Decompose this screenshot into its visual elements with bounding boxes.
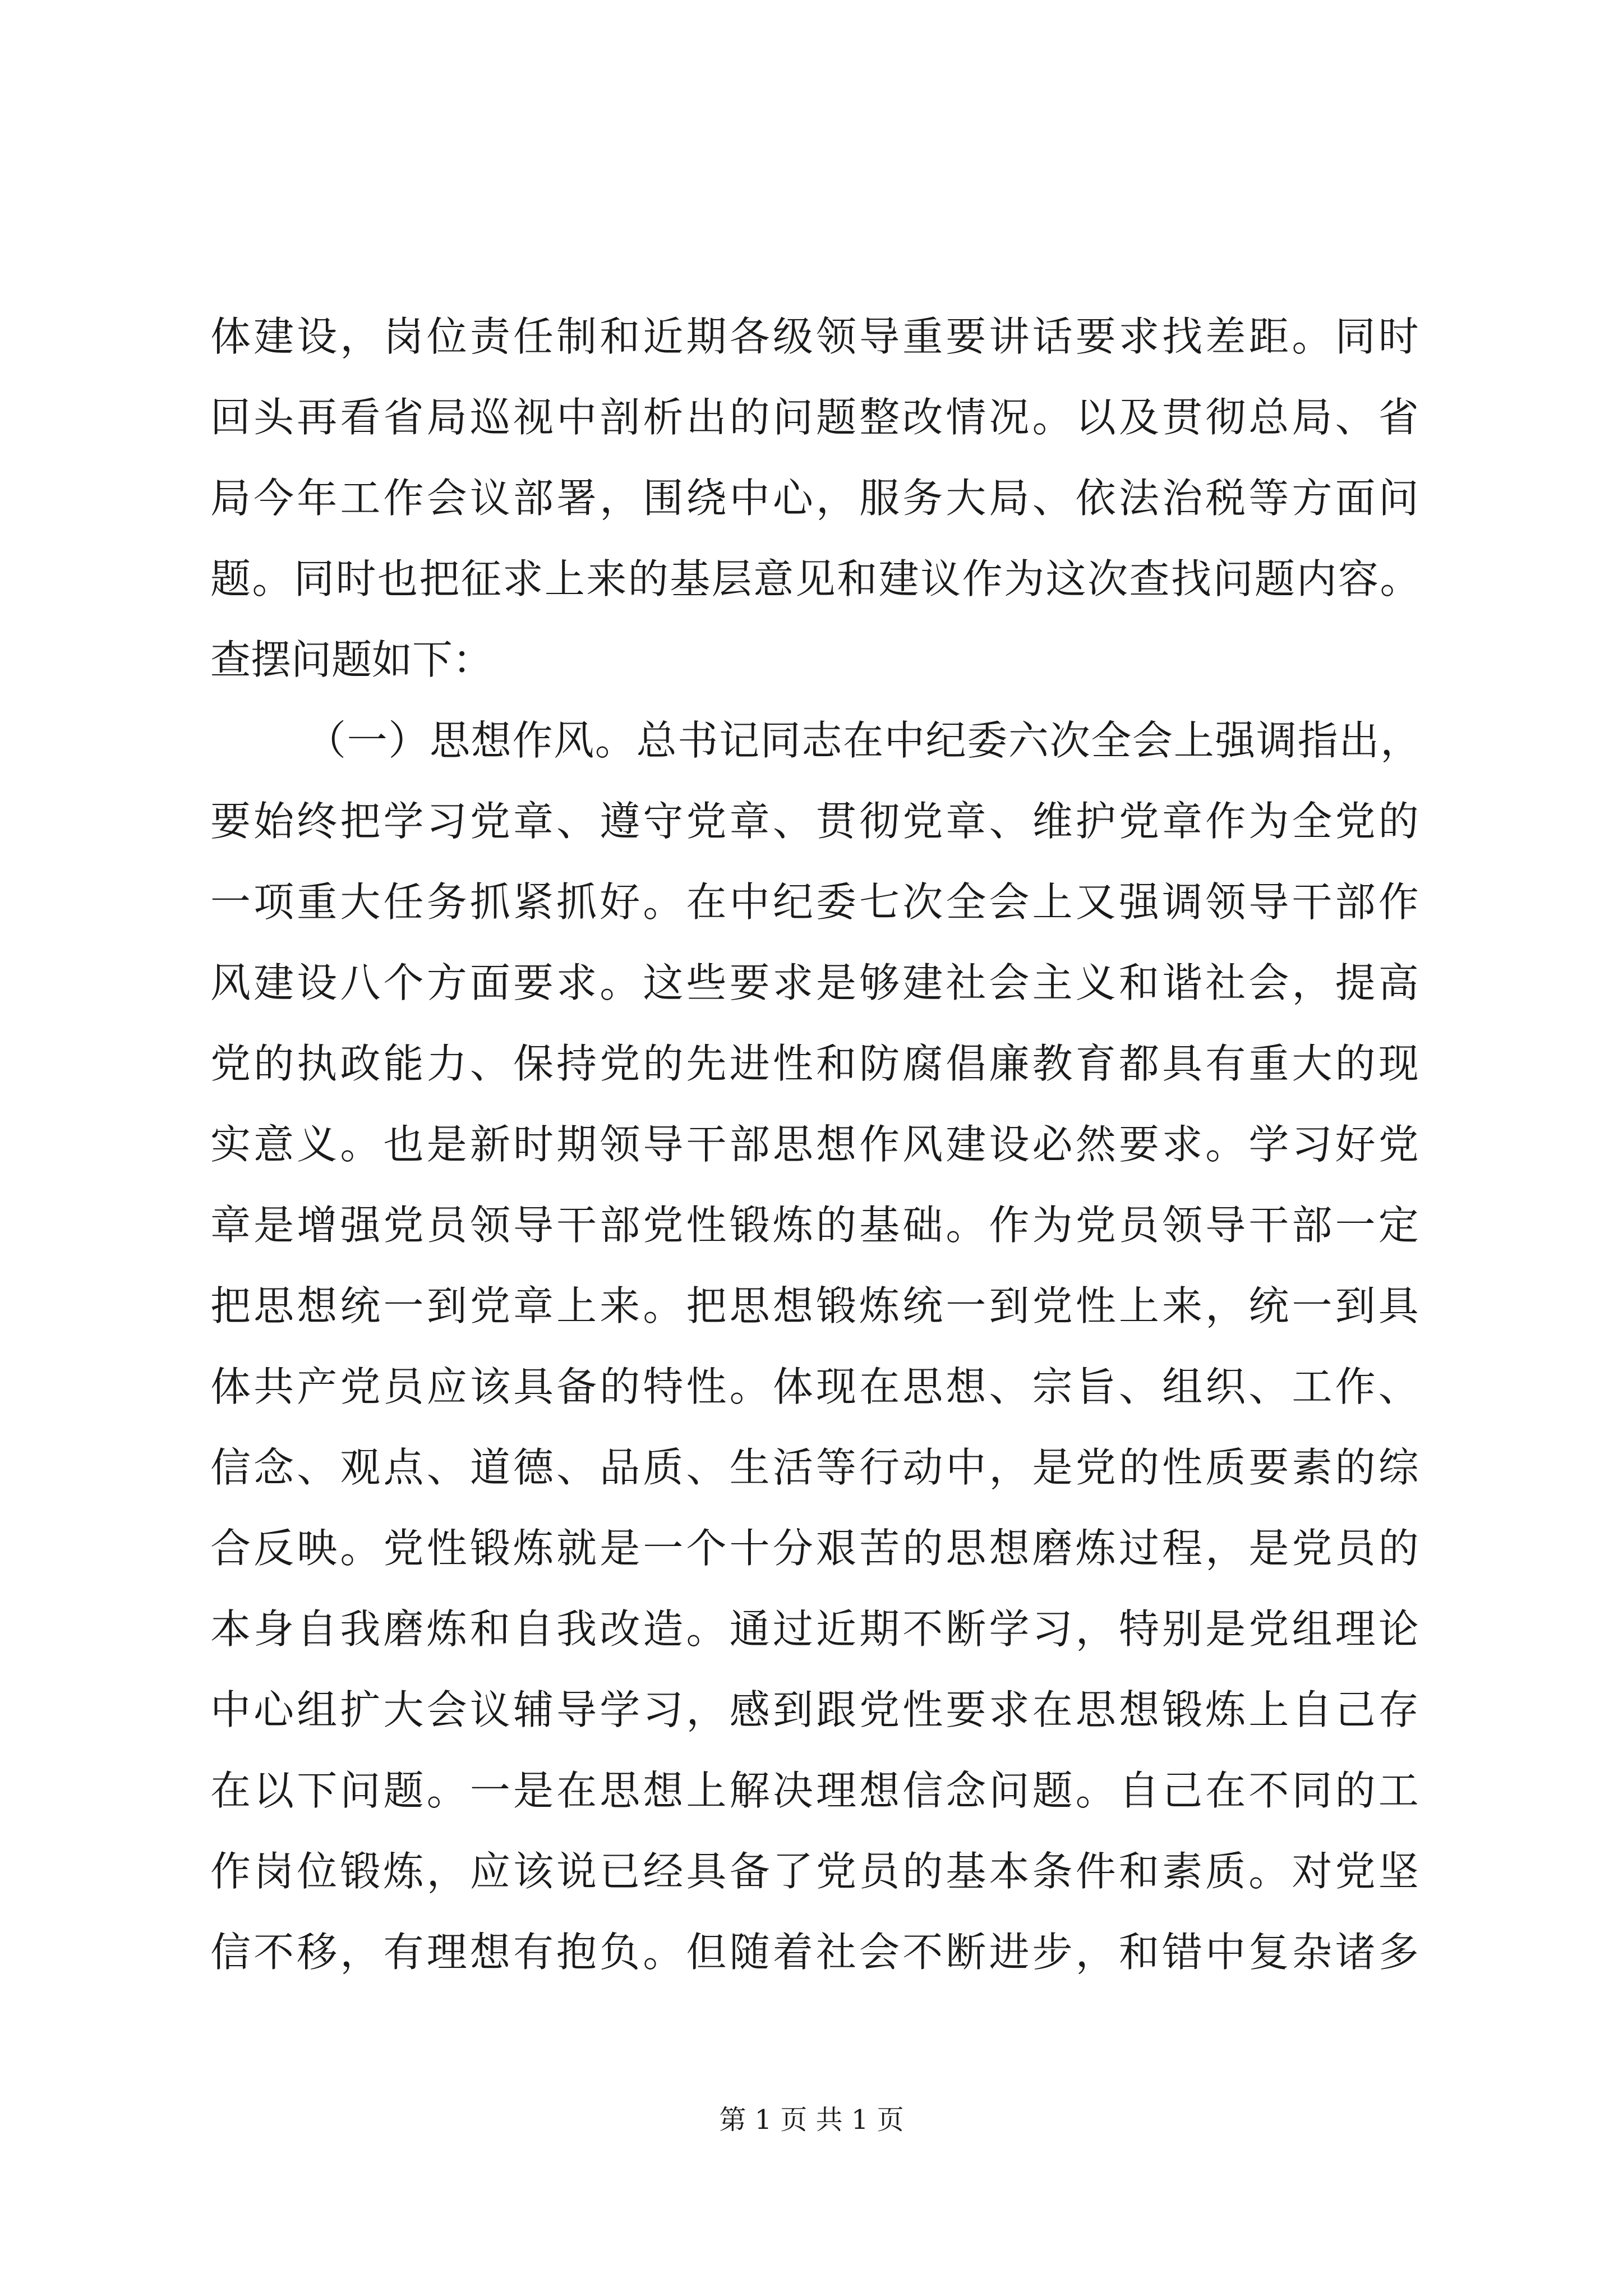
text-line: 回头再看省局巡视中剖析出的问题整改情况。以及贯彻总局、省 [210,394,1422,441]
text-line: 本身自我磨炼和自我改造。通过近期不断学习，特别是党组理论 [210,1605,1422,1653]
text-line: 实意义。也是新时期领导干部思想作风建设必然要求。学习好党 [210,1121,1422,1168]
text-line: 章是增强党员领导干部党性锻炼的基础。作为党员领导干部一定 [210,1202,1422,1249]
text-line: 一项重大任务抓紧抓好。在中纪委七次全会上又强调领导干部作 [210,878,1422,926]
text-line: 体建设，岗位责任制和近期各级领导重要讲话要求找差距。同时 [210,313,1422,360]
text-line: 局今年工作会议部署，围绕中心，服务大局、依法治税等方面问 [210,475,1422,522]
text-line: 查摆问题如下： [210,636,494,683]
text-line: 在以下问题。一是在思想上解决理想信念问题。自己在不同的工 [210,1767,1422,1814]
text-line: 党的执政能力、保持党的先进性和防腐倡廉教育都具有重大的现 [210,1040,1422,1087]
text-line: 信念、观点、道德、品质、生活等行动中，是党的性质要素的综 [210,1444,1422,1491]
page-footer: 第 1 页 共 1 页 [719,2104,904,2136]
text-line: 题。同时也把征求上来的基层意见和建议作为这次查找问题内容。 [210,555,1422,602]
text-line: 合反映。党性锻炼就是一个十分艰苦的思想磨炼过程，是党员的 [210,1525,1422,1572]
text-line: 信不移，有理想有抱负。但随着社会不断进步，和错中复杂诸多 [210,1929,1422,1976]
text-line: 要始终把学习党章、遵守党章、贯彻党章、维护党章作为全党的 [210,798,1422,845]
text-line: 风建设八个方面要求。这些要求是够建社会主义和谐社会，提高 [210,959,1422,1006]
paragraph-first-line: （一）思想作风。总书记同志在中纪委六次全会上强调指出， [306,717,1422,764]
text-line: 体共产党员应该具备的特性。体现在思想、宗旨、组织、工作、 [210,1363,1422,1410]
text-line: 把思想统一到党章上来。把思想锻炼统一到党性上来，统一到具 [210,1282,1422,1329]
text-line: 作岗位锻炼，应该说已经具备了党员的基本条件和素质。对党坚 [210,1848,1422,1895]
text-line: 中心组扩大会议辅导学习，感到跟党性要求在思想锻炼上自己存 [210,1686,1422,1733]
